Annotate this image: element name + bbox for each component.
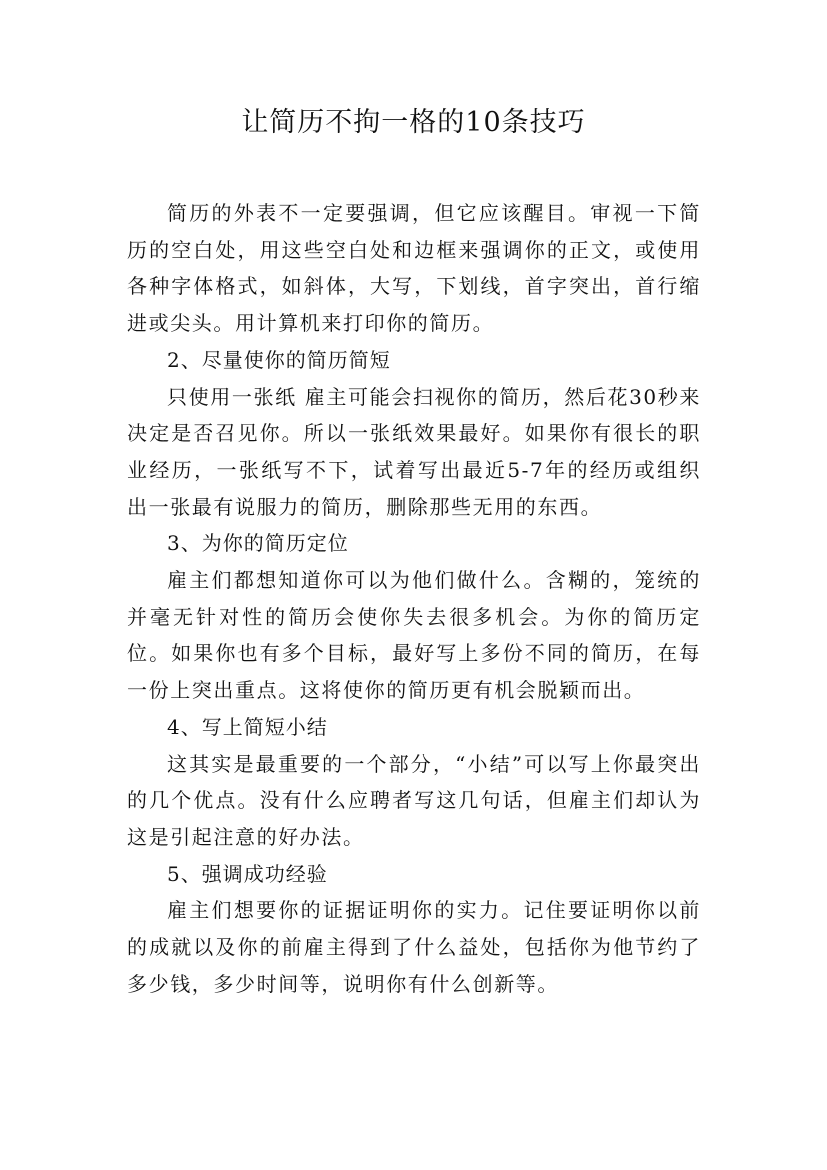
paragraph-5: 雇主们想要你的证据证明你的实力。记住要证明你以前的成就以及你的前雇主得到了什么益处，包括你为他节约了多少钱，多少时间等，说明你有什么创新等。 bbox=[127, 898, 701, 996]
paragraph-3: 雇主们都想知道你可以为他们做什么。含糊的，笼统的并毫无针对性的简历会使你失去很多机会。为你的简历定位。如果你也有多个目标，最好写上多份不同的简历，在每一份上突出重点。这将使你的简历更有机会脱颖而出。 bbox=[127, 568, 701, 703]
section-heading-3: 3、为你的简历定位 bbox=[167, 531, 349, 556]
document-title: 让简历不拘一格的10条技巧 bbox=[241, 107, 586, 138]
paragraph-intro: 简历的外表不一定要强调，但它应该醒目。审视一下简历的空白处，用这些空白处和边框来强调你的正文，或使用各种字体格式，如斜体，大写，下划线，首字突出，首行缩进或尖头。用计算机来打印你的简历。 bbox=[127, 201, 701, 336]
section-heading-4: 4、写上简短小结 bbox=[167, 714, 328, 739]
paragraph-4: 这其实是最重要的一个部分，“小结”可以写上你最突出的几个优点。没有什么应聘者写这几句话，但雇主们却认为这是引起注意的好办法。 bbox=[127, 751, 701, 849]
paragraph-2: 只使用一张纸 雇主可能会扫视你的简历，然后花30秒来决定是否召见你。所以一张纸效果最好。如果你有很长的职业经历，一张纸写不下，试着写出最近5-7年的经历或组织出一张最有说服力的简历，删除那些无用的东西。 bbox=[127, 384, 701, 519]
document-body bbox=[127, 195, 701, 1002]
section-heading-5: 5、强调成功经验 bbox=[167, 861, 328, 886]
section-heading-2: 2、尽量使你的简历简短 bbox=[167, 347, 391, 372]
